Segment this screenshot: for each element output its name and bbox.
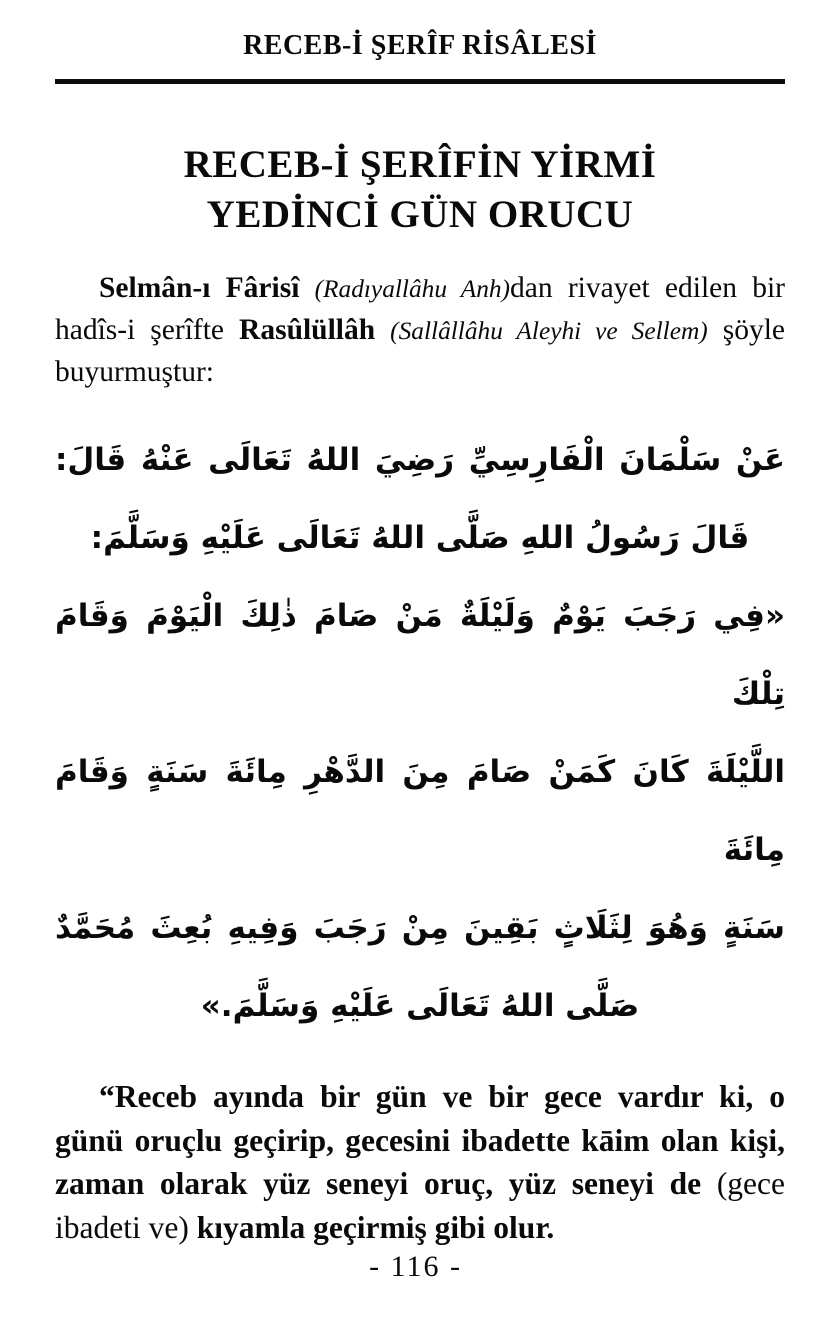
text-segment-regular: dan rivayet edilen bir hadîs-i şerîfte bbox=[55, 271, 785, 346]
arabic-line-1: عَنْ سَلْمَانَ الْفَارِسِيِّ رَضِيَ اللهُ تَعَالَى عَنْهُ قَالَ: bbox=[55, 442, 785, 479]
header-divider bbox=[55, 79, 785, 84]
translation-paragraph bbox=[55, 1075, 785, 1249]
text-segment-regular: şöyle buyurmuştur: bbox=[55, 313, 786, 388]
arabic-hadith-block bbox=[55, 421, 785, 1045]
page-number: - 116 - bbox=[369, 1250, 462, 1283]
text-segment-bold: Selmân-ı Fârisî bbox=[99, 271, 315, 304]
chapter-title-line-2: YEDİNCİ GÜN ORUCU bbox=[206, 192, 634, 236]
arabic-line-5: سَنَةٍ وَهُوَ لِثَلَاثٍ بَقِينَ مِنْ رَجَبَ وَفِيهِ بُعِثَ مُحَمَّدٌ bbox=[55, 910, 785, 947]
running-header: RECEB-İ ŞERÎF RİSÂLESİ bbox=[243, 30, 597, 61]
text-segment-italic: (Radıyallâhu Anh) bbox=[314, 274, 511, 303]
text-segment-regular: (gece ibadeti ve) bbox=[55, 1166, 785, 1245]
chapter-title bbox=[55, 140, 785, 240]
text-segment-bold: Rasûlüllâh bbox=[239, 313, 391, 346]
text-segment-bold: “Receb ayında bir gün ve bir gece vardır ki, o günü oruçlu geçirip, gecesini ibadette kāim olan kişi, zaman olarak yüz seneyi oruç, yüz seneyi de bbox=[55, 1079, 785, 1202]
intro-paragraph bbox=[55, 267, 785, 394]
arabic-line-2: قَالَ رَسُولُ اللهِ صَلَّى اللهُ تَعَالَى عَلَيْهِ وَسَلَّمَ: bbox=[90, 520, 750, 557]
text-segment-italic: (Sallâllâhu Aleyhi ve Sellem) bbox=[390, 316, 708, 345]
chapter-title-line-1: RECEB-İ ŞERÎFİN YİRMİ bbox=[183, 142, 657, 186]
arabic-line-6: صَلَّى اللهُ تَعَالَى عَلَيْهِ وَسَلَّمَ.» bbox=[200, 988, 640, 1025]
arabic-line-3: «فِي رَجَبَ يَوْمٌ وَلَيْلَةٌ مَنْ صَامَ ذٰلِكَ الْيَوْمَ وَقَامَ تِلْكَ bbox=[55, 598, 785, 713]
arabic-line-4: اللَّيْلَةَ كَانَ كَمَنْ صَامَ مِنَ الدَّهْرِ مِائَةَ سَنَةٍ وَقَامَ مِائَةَ bbox=[55, 754, 785, 869]
text-segment-bold: kıyamla geçirmiş gibi olur. bbox=[188, 1209, 555, 1245]
